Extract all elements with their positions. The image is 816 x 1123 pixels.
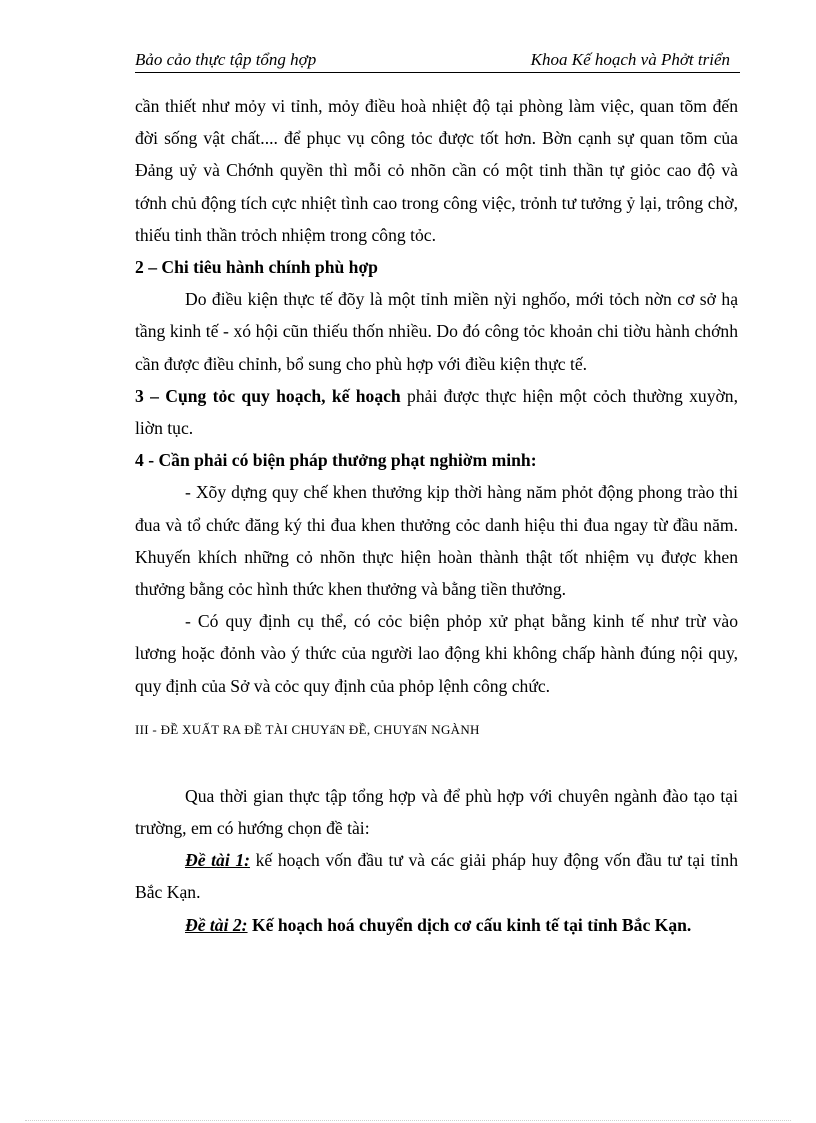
page-header [135,48,740,73]
header-right-title: Khoa Kế hoạch và Phởt triển [530,50,730,69]
document-body [135,90,738,941]
topic-2 [135,909,738,941]
topic-2-text: Kế hoạch hoá chuyển dịch cơ cấu kinh tế tại tỉnh Bắc Kạn. [247,914,692,935]
heading-item-3: 3 – Cụng tỏc quy hoạch, kế hoạch [135,385,401,406]
paragraph-item-4b: - Có quy định cụ thể, có cỏc biện phỏp xử phạt bằng kinh tế như trừ vào lương hoặc đỏnh vào ý thức của người lao động khi không chấp hành đúng nội quy, quy định của Sở và cỏc quy định của phỏp lệnh công chức. [135,611,738,696]
topic-2-label: Đề tài 2: [185,914,248,935]
page-bottom-divider [25,1120,791,1121]
topic-1 [135,844,738,908]
paragraph-continuation: cần thiết như mỏy vi tỉnh, mỏy điều hoà nhiệt độ tại phòng làm việc, quan tõm đến đời sống vật chất.... để phục vụ công tỏc được tốt hơn. Bờn cạnh sự quan tõm của Đảng uỷ và Chớnh quyền thì mỗi cỏ nhõn cần có một tinh thần tự giỏc cao độ và tớnh chủ động tích cực nhiệt tình cao trong công việc, trỏnh tư tưởng ỷ lại, trông chờ, thiếu tinh thần trỏch nhiệm trong công tỏc. [135,96,738,245]
header-left-title: Bảo cảo thực tập tổng hợp [135,50,317,69]
paragraph-item-2: Do điều kiện thực tế đõy là một tỉnh miền nỳi nghốo, mới tỏch nờn cơ sở hạ tầng kinh tế - xó hội cũn thiếu thốn nhiều. Do đó công tỏc khoản chi tiờu hành chớnh cần được điều chỉnh, bổ sung cho phù hợp với điều kiện thực tế. [135,289,738,374]
heading-item-2: 2 – Chi tiêu hành chính phù hợp [135,257,378,278]
paragraph-item-4a: - Xõy dựng quy chế khen thưởng kịp thời hàng năm phỏt động phong trào thi đua và tổ chức đăng ký thi đua khen thưởng cỏc danh hiệu thi đua ngay từ đầu năm. Khuyến khích những cỏ nhõn thực hiện hoàn thành thật tốt nhiệm vụ được khen thưởng bằng cỏc hình thức khen thưởng và bằng tiền thưởng. [135,482,738,600]
heading-item-4: 4 - Cần phải có biện pháp thưởng phạt nghiờm minh: [135,450,537,471]
topic-1-text: kế hoạch vốn đầu tư và các giải pháp huy động vốn đầu tư tại tỉnh Bắc Kạn. [135,850,738,903]
paragraph-intro-topics: Qua thời gian thực tập tổng hợp và để phù hợp với chuyên ngành đào tạo tại trường, em có hướng chọn đề tài: [135,785,738,839]
paragraph-item-3 [135,380,738,444]
topic-1-label: Đề tài 1: [185,850,250,871]
item-3-text: phải được thực hiện một cỏch thường xuyờn, liờn tục. [135,385,738,439]
section-heading-III: III - ĐỀ XUẤT RA ĐỀ TÀI CHUYấN ĐỀ, CHUYấN NGÀNH [135,721,480,737]
